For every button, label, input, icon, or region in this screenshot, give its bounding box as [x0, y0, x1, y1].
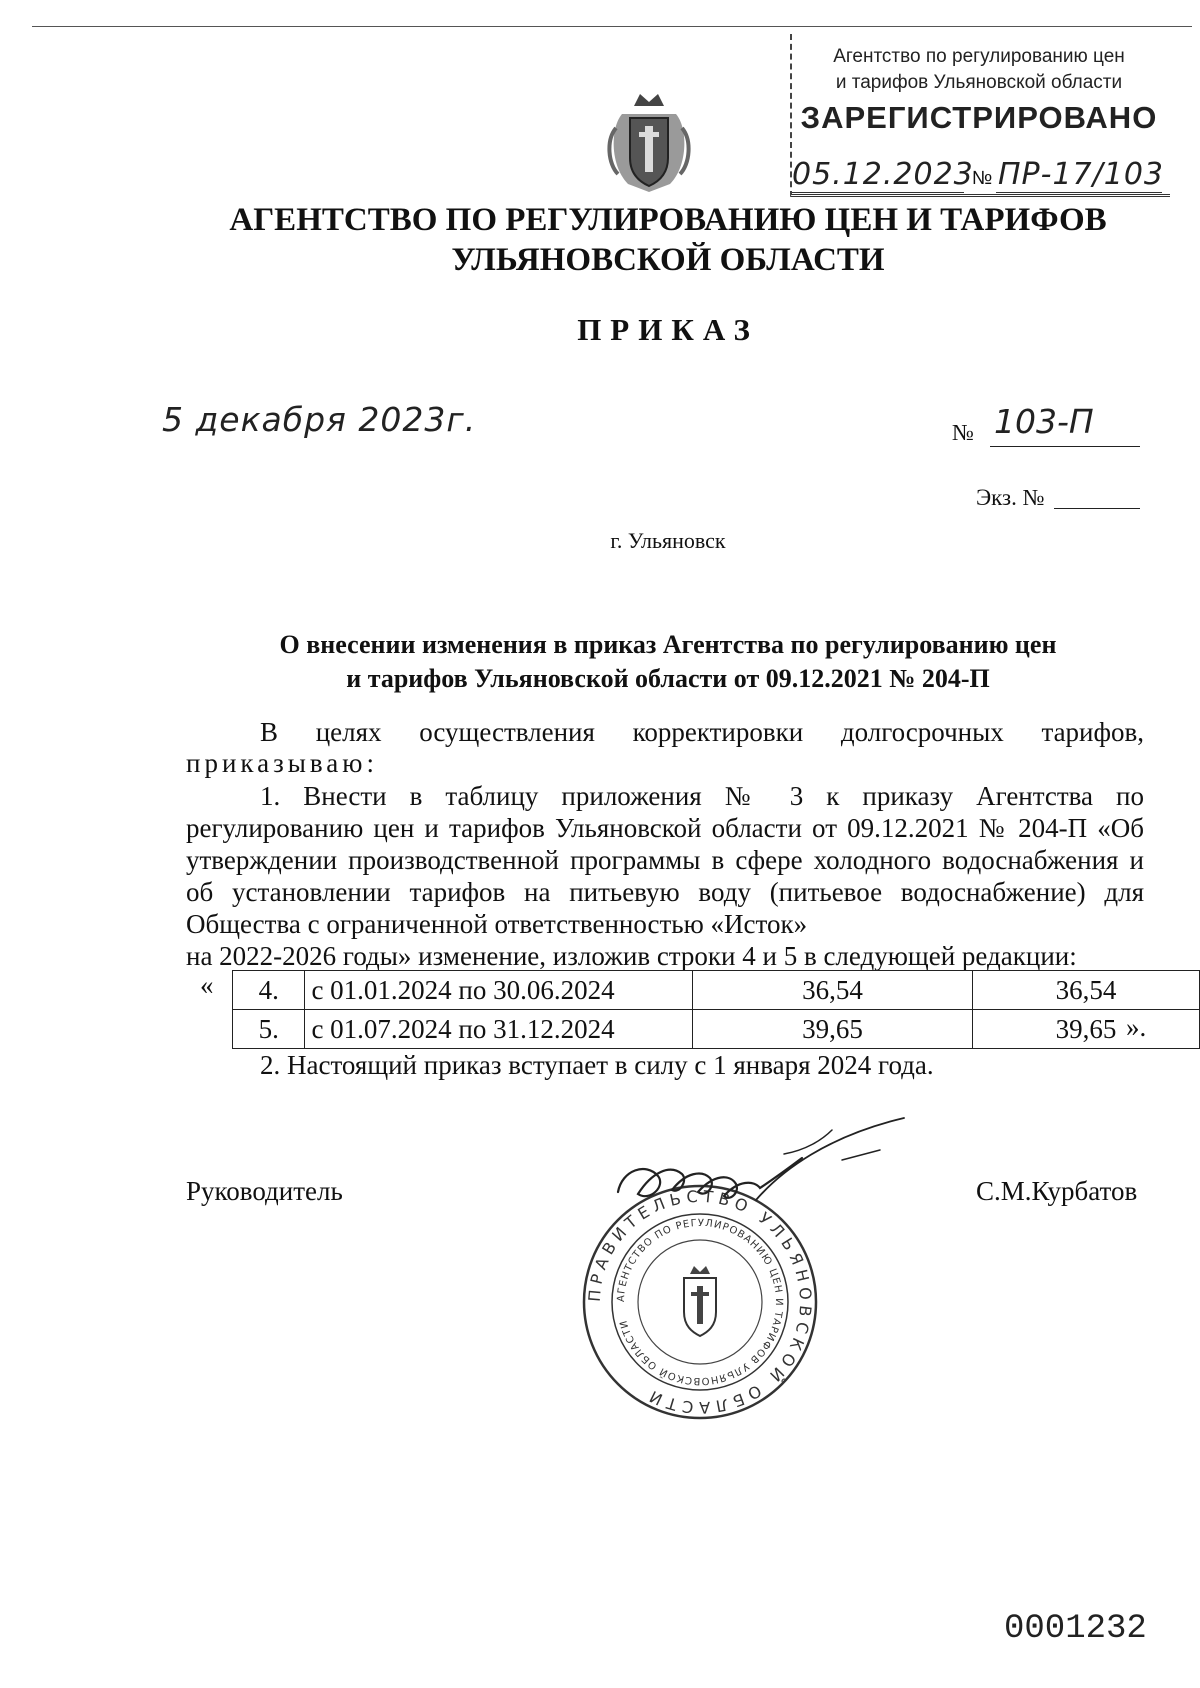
registration-date-underline	[792, 192, 964, 193]
signatory-role: Руководитель	[186, 1176, 343, 1206]
table-cell-row-number: 4.	[233, 971, 305, 1010]
signatory-name: С.М.Курбатов	[976, 1176, 1138, 1206]
seal-outer-text: ПРАВИТЕЛЬСТВО УЛЬЯНОВСКОЙ ОБЛАСТИ	[584, 1186, 816, 1418]
table-cell-tariff: 36,54	[973, 971, 1200, 1010]
copy-number-underline	[1054, 508, 1140, 509]
table-row	[233, 1010, 1200, 1049]
seal-inner-text: АГЕНТСТВО ПО РЕГУЛИРОВАНИЮ ЦЕН И ТАРИФОВ УЛЬЯНОВСКОЙ ОБЛАСТИ	[615, 1217, 785, 1387]
table-row	[233, 971, 1200, 1010]
registration-date: 05.12.2023	[792, 157, 974, 192]
registration-stamp-agency-line2: и тарифов Ульяновской области	[835, 72, 1123, 93]
order-number: 103-П	[994, 402, 1094, 441]
top-border-line	[32, 26, 1192, 27]
registration-stamp-agency-line1: Агентство по регулированию цен	[833, 46, 1125, 67]
item-1-paragraph: 1. Внести в таблицу приложения № 3 к приказу Агентства по регулированию цен и тарифов Ульяновской области от 09.12.2021 № 204-П «Об утверждении производственной программы в сфере холодного водоснабжения и об установлении тарифов на питьевую воду (питьевое водоснабжение) для Общества с ограниченной ответственностью «Исток»	[186, 781, 1144, 939]
registration-status: ЗАРЕГИСТРИРОВАНО	[800, 100, 1158, 135]
table-quote-close: ».	[1126, 1012, 1147, 1042]
table-cell-row-number: 5.	[233, 1010, 305, 1049]
table-cell-tariff: 39,65	[692, 1010, 972, 1049]
signature-icon	[606, 1110, 926, 1250]
table-quote-open: «	[200, 970, 214, 1000]
table-cell-period: с 01.07.2024 по 31.12.2024	[305, 1010, 693, 1049]
registration-number-underline	[996, 192, 1162, 193]
order-number-underline	[990, 446, 1140, 447]
order-subject-line2: и тарифов Ульяновской области от 09.12.2021 № 204-П	[346, 664, 990, 693]
preamble-paragraph: В целях осуществления корректировки долгосрочных тарифов,	[260, 717, 1144, 747]
city: г. Ульяновск	[610, 528, 726, 553]
coat-of-arms-icon	[604, 88, 694, 196]
tariff-table	[232, 970, 1200, 1049]
registration-number: ПР-17/103	[998, 157, 1165, 192]
order-date: 5 декабря 2023г.	[162, 400, 477, 439]
copy-number-label: Экз. №	[976, 485, 1045, 510]
table-cell-period: с 01.01.2024 по 30.06.2024	[305, 971, 693, 1010]
document-type: ПРИКАЗ	[577, 312, 759, 347]
table-cell-tariff: 36,54	[692, 971, 972, 1010]
agency-title-line1: АГЕНТСТВО ПО РЕГУЛИРОВАНИЮ ЦЕН И ТАРИФОВ	[229, 202, 1107, 238]
item-1-paragraph-end: на 2022-2026 годы» изменение, изложив строки 4 и 5 в следующей редакции:	[186, 941, 1077, 971]
order-subject	[0, 628, 1200, 696]
agency-title	[0, 200, 1200, 280]
agency-title-line2: УЛЬЯНОВСКОЙ ОБЛАСТИ	[451, 242, 885, 278]
order-subject-line1: О внесении изменения в приказ Агентства по регулированию цен	[279, 630, 1057, 659]
orders-word: приказываю:	[186, 748, 378, 778]
document-serial-number: 0001232	[1004, 1610, 1147, 1648]
registration-number-label: №	[972, 168, 993, 189]
order-number-label: №	[952, 420, 974, 445]
item-2-paragraph: 2. Настоящий приказ вступает в силу с 1 января 2024 года.	[260, 1050, 934, 1080]
table-cell-tariff: 39,65	[973, 1010, 1200, 1049]
